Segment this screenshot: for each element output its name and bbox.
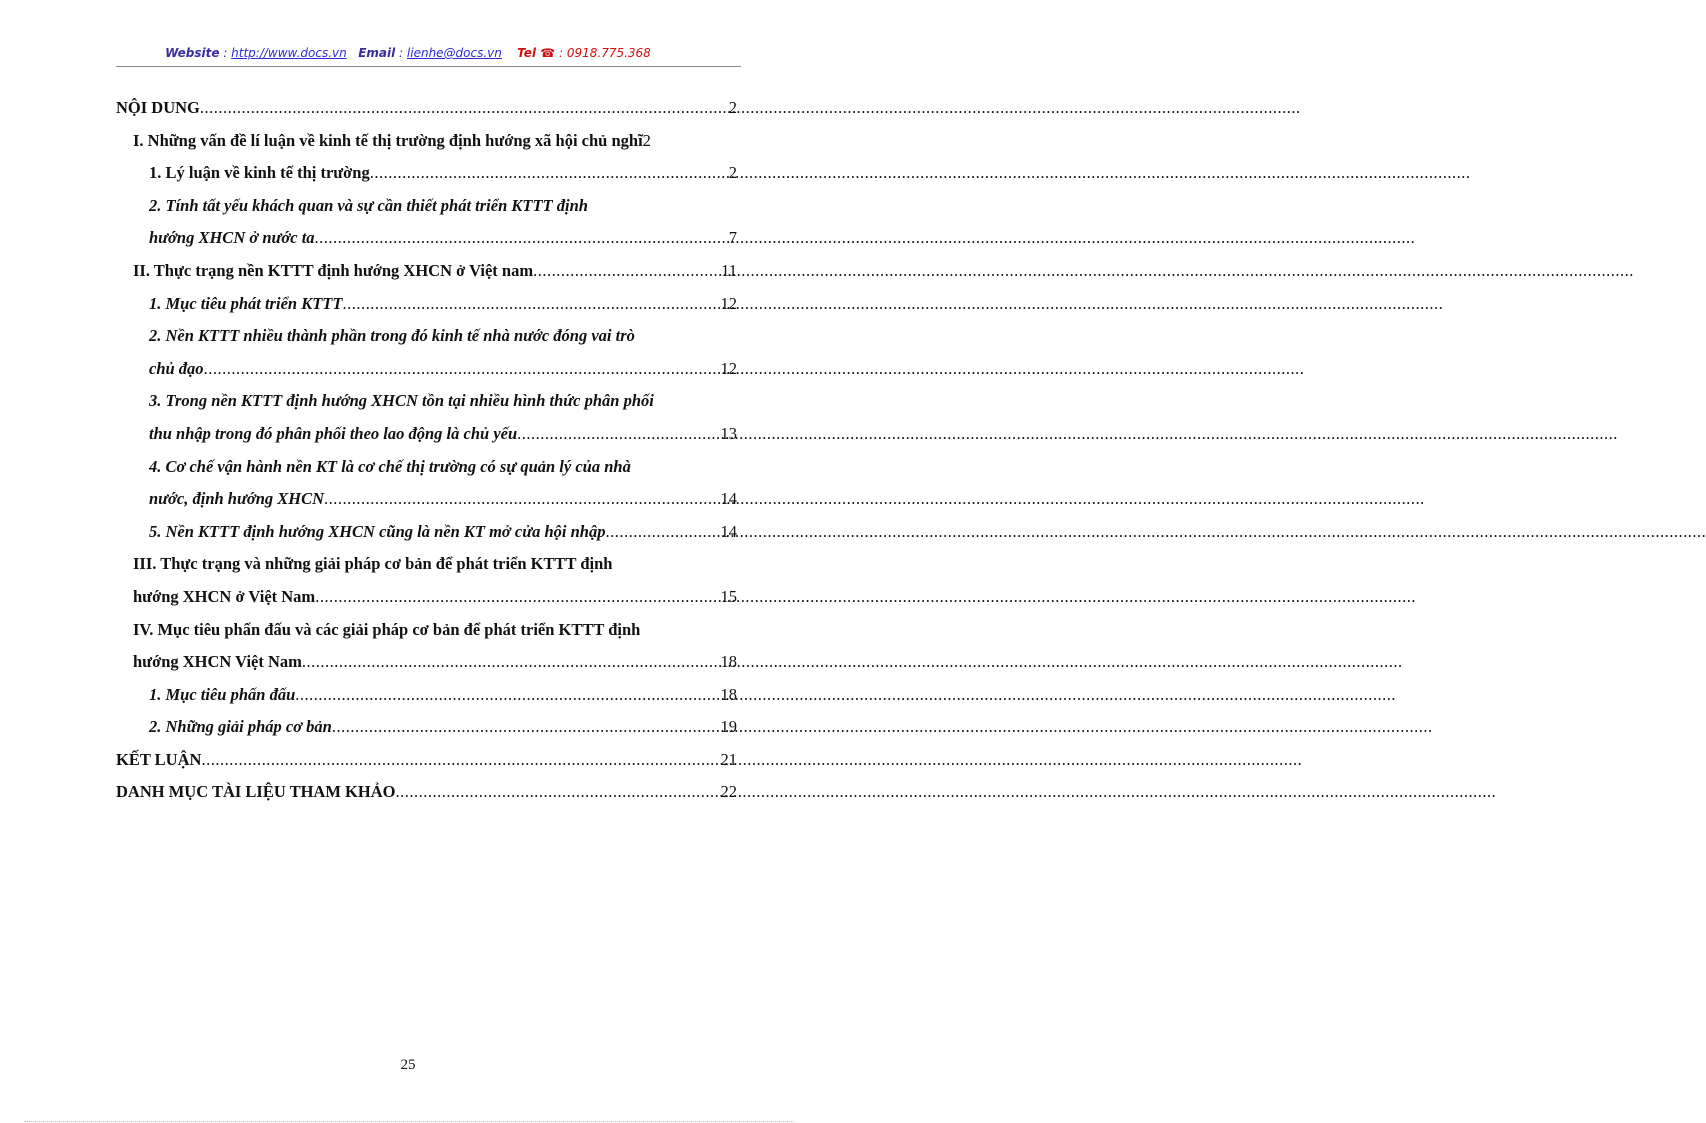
toc-page: 2 <box>642 130 651 150</box>
dot-leader <box>315 587 720 607</box>
toc-page: 13 <box>720 423 737 443</box>
toc-entry-2-1[interactable]: 1. Mục tiêu phát triển KTTT ..... 12 <box>116 294 737 327</box>
toc-entry-section-4-cont[interactable]: hướng XHCN Việt Nam ..... 18 <box>116 652 737 685</box>
dot-leader <box>200 98 729 118</box>
website-separator: : <box>219 46 232 60</box>
toc-entry-2-4[interactable]: 4. Cơ chế vận hành nền KT là cơ chế thị trường có sự quản lý của nhà <box>149 456 631 476</box>
website-label: Website <box>165 46 220 60</box>
toc-entry-1-2[interactable]: 2. Tính tất yếu khách quan và sự cần thiết phát triển KTTT định <box>149 195 588 215</box>
dot-leader <box>315 228 729 248</box>
dot-leader <box>295 685 720 705</box>
dot-leader <box>302 652 721 672</box>
table-of-contents <box>116 98 737 815</box>
toc-page: 7 <box>728 228 737 248</box>
dot-leader <box>204 359 721 379</box>
toc-entry-2-3-cont[interactable]: thu nhập trong đó phân phối theo lao động là chủ yếu ..... 13 <box>116 424 737 457</box>
page-bottom-border <box>24 1121 794 1122</box>
toc-entry-2-2[interactable]: 2. Nền KTTT nhiều thành phần trong đó kinh tế nhà nước đóng vai trò <box>149 326 635 346</box>
website-link[interactable]: http://www.docs.vn <box>231 46 347 60</box>
dot-leader <box>324 489 720 509</box>
header-divider <box>116 66 741 67</box>
dot-leader <box>605 522 720 542</box>
email-link[interactable]: lienhe@docs.vn <box>406 46 502 60</box>
page-header <box>0 46 816 60</box>
toc-page: 18 <box>720 684 737 704</box>
toc-entry-references[interactable]: DANH MỤC TÀI LIỆU THAM KHẢO ..... 22 <box>116 782 737 815</box>
dot-leader <box>395 782 720 802</box>
toc-entry-section-3-cont[interactable]: hướng XHCN ở Việt Nam ..... 15 <box>116 587 737 620</box>
toc-entry-1-2-cont[interactable]: hướng XHCN ở nước ta ..... 7 <box>116 228 737 261</box>
dot-leader <box>533 261 721 281</box>
toc-page: 12 <box>720 293 737 313</box>
dot-leader <box>201 750 720 770</box>
toc-entry-2-4-cont[interactable]: nước, định hướng XHCN ..... 14 <box>116 489 737 522</box>
toc-entry-2-2-cont[interactable]: chủ đạo ..... 12 <box>116 359 737 392</box>
toc-page: 2 <box>728 98 737 117</box>
dot-leader <box>370 163 729 183</box>
tel-label: Tel ☎ <box>517 46 556 60</box>
toc-entry-section-4[interactable]: IV. Mục tiêu phấn đấu và các giải pháp cơ bản để phát triển KTTT định <box>133 619 641 639</box>
toc-entry-4-1[interactable]: 1. Mục tiêu phấn đấu ..... 18 <box>116 685 737 718</box>
toc-page: 11 <box>721 260 737 280</box>
email-separator: : <box>395 46 407 60</box>
dot-leader <box>342 294 720 314</box>
toc-page: 12 <box>720 358 737 378</box>
toc-entry-noi-dung[interactable]: NỘI DUNG ..... 2 <box>116 98 737 131</box>
toc-page: 14 <box>720 489 737 509</box>
dot-leader <box>517 424 720 444</box>
toc-page: 14 <box>720 521 737 541</box>
email-label: Email <box>358 46 396 60</box>
toc-page: 22 <box>720 782 737 802</box>
toc-entry-4-2[interactable]: 2. Những giải pháp cơ bản ..... 19 <box>116 717 737 750</box>
toc-entry-2-5[interactable]: 5. Nền KTTT định hướng XHCN cũng là nền KT mở cửa hội nhập ..... 14 <box>116 522 737 555</box>
dot-leader <box>332 717 721 737</box>
toc-page: 15 <box>720 586 737 606</box>
toc-page: 2 <box>728 163 737 183</box>
toc-entry-ket-luan[interactable]: KẾT LUẬN ..... 21 <box>116 750 737 783</box>
page-number: 25 <box>400 1057 416 1073</box>
toc-entry-1-1[interactable]: 1. Lý luận về kinh tế thị trường ..... 2 <box>116 163 737 196</box>
toc-entry-section-1[interactable]: I. Những vấn đề lí luận về kinh tế thị trường định hướng xã hội chủ nghĩ 2 <box>133 130 651 150</box>
toc-page: 19 <box>720 717 737 737</box>
tel-value: : 0918.775.368 <box>555 46 651 60</box>
toc-page: 21 <box>720 749 737 769</box>
toc-entry-section-3[interactable]: III. Thực trạng và những giải pháp cơ bản để phát triển KTTT định <box>133 554 613 574</box>
toc-entry-section-2[interactable]: II. Thực trạng nền KTTT định hướng XHCN ở Việt nam ..... 11 <box>116 261 737 294</box>
toc-entry-2-3[interactable]: 3. Trong nền KTTT định hướng XHCN tồn tại nhiều hình thức phân phối <box>149 391 654 411</box>
toc-page: 18 <box>720 652 737 672</box>
